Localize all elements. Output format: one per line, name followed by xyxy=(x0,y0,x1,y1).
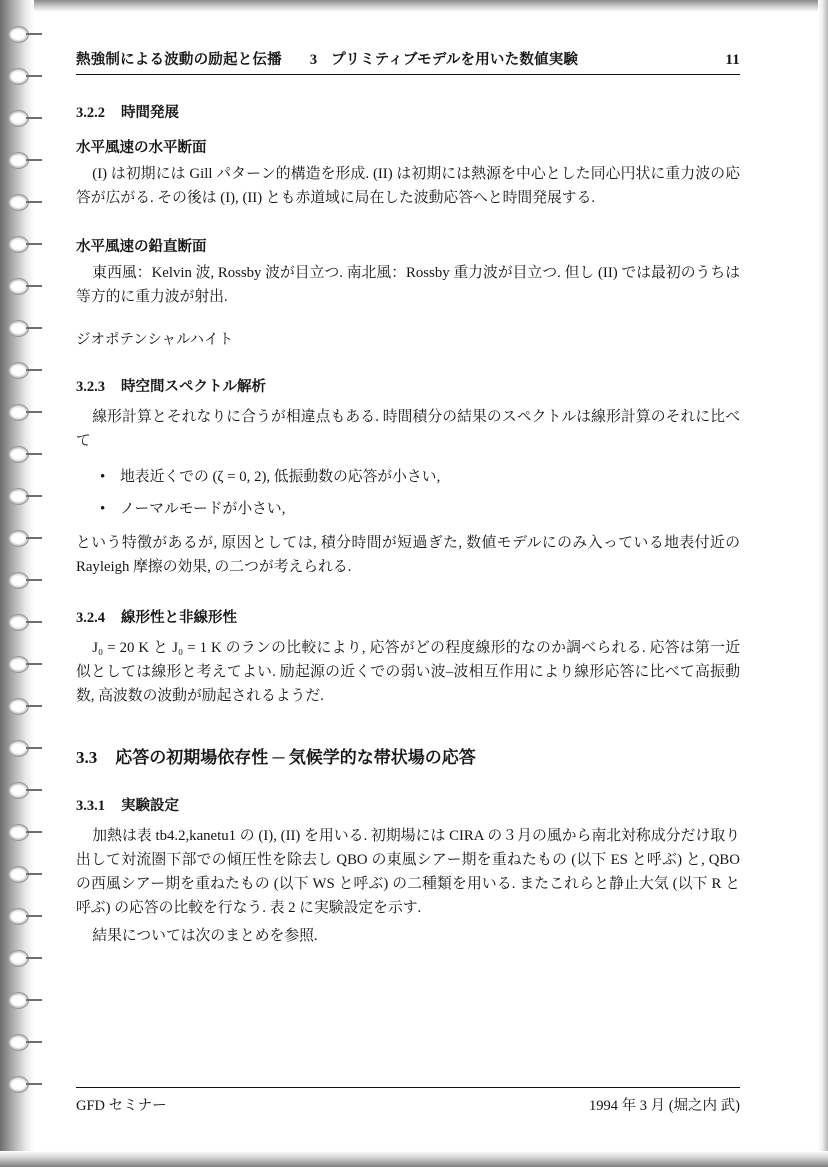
binding-tick xyxy=(26,999,42,1001)
bullet-list-323 xyxy=(76,466,740,522)
running-head-section xyxy=(310,48,726,69)
binding-tick xyxy=(26,411,42,413)
heading-3-2-2-title: 時間発展 xyxy=(121,105,179,121)
page-number: 11 xyxy=(725,52,740,68)
binding-tick xyxy=(26,327,42,329)
page-edge-bottom xyxy=(0,1151,828,1167)
binding-tick xyxy=(26,915,42,917)
binding-tick xyxy=(26,1041,42,1043)
binding-tick xyxy=(26,117,42,119)
heading-3-3-1-title: 実験設定 xyxy=(121,798,179,814)
binding-tick xyxy=(26,159,42,161)
binding-tick xyxy=(26,33,42,35)
paragraph-331-2: 結果については次のまとめを参照. xyxy=(92,927,318,944)
heading-3-3-title: 応答の初期場依存性 ─ 気候学的な帯状場の応答 xyxy=(115,748,476,767)
paragraph-322-1: (I) は初期には Gill パターン的構造を形成. (II) は初期には熱源を中心とした同心円状に重力波の応答が広がる. その後は (I), (II) とも赤道域に局在した波動応答へと時間発展する. xyxy=(76,166,740,206)
binding-tick xyxy=(26,201,42,203)
binding-tick xyxy=(26,747,42,749)
binding-tick xyxy=(26,1083,42,1085)
binding-tick xyxy=(26,663,42,665)
heading-3-2-3-number: 3.2.3 xyxy=(76,378,105,395)
running-head-title: 熱強制による波動の励起と伝播 xyxy=(76,52,282,68)
spiral-binding xyxy=(6,26,32,1146)
binding-tick xyxy=(26,285,42,287)
binding-tick xyxy=(26,453,42,455)
binding-tick xyxy=(26,957,42,959)
binding-tick xyxy=(26,873,42,875)
paragraph-323-2: という特徴があるが, 原因としては, 積分時間が短過ぎた, 数値モデルにのみ入っている地表付近の Rayleigh 摩擦の効果, の二つが考えられる. xyxy=(76,535,740,576)
binding-tick xyxy=(26,831,42,833)
running-head xyxy=(76,48,740,75)
binding-tick xyxy=(26,495,42,497)
binding-tick xyxy=(26,705,42,707)
page-edge-right xyxy=(818,0,828,1167)
binding-tick xyxy=(26,789,42,791)
binding-tick xyxy=(26,579,42,581)
heading-3-2-4 xyxy=(76,606,740,627)
heading-3-2-3-title: 時空間スペクトル解析 xyxy=(121,378,266,395)
heading-3-2-2-number: 3.2.2 xyxy=(76,105,105,121)
binding-tick xyxy=(26,537,42,539)
heading-3-2-4-number: 3.2.4 xyxy=(76,610,105,627)
page-edge-top xyxy=(0,0,828,12)
list-item: • 地表近くでの (ζ = 0, 2), 低振動数の応答が小さい, xyxy=(120,466,740,490)
subheading-vertical-section: 水平風速の鉛直断面 xyxy=(76,238,207,255)
heading-3-2-4-title: 線形性と非線形性 xyxy=(121,610,237,627)
heading-3-2-2 xyxy=(76,101,740,122)
paragraph-323-1: 線形計算とそれなりに合うが相違点もある. 時間積分の結果のスペクトルは線形計算のそれに比べて xyxy=(76,408,740,449)
paragraph-331-1: 加熱は表 tb4.2,kanetu1 の (I), (II) を用いる. 初期場には CIRA の３月の風から南北対称成分だけ取り出して対流圏下部での傾圧性を除去し QBO の東風シアー期を重ねたもの (以下 ES と呼ぶ) と, QBO の西風シアー期を重ねたもの (以下 WS と呼ぶ) の二種類を用いる. またこれらと静止大気 (以下 R と呼ぶ) の応答の比較を行なう. 表 2 に実験設定を示す. xyxy=(76,828,740,916)
binding-tick xyxy=(26,621,42,623)
running-head-section-number: 3 xyxy=(309,52,318,68)
running-head-section-title: プリミティブモデルを用いた数値実験 xyxy=(331,52,579,68)
binding-tick xyxy=(26,243,42,245)
heading-3-2-3 xyxy=(76,375,740,396)
footer-right: 1994 年 3 月 (堀之内 武) xyxy=(588,1098,740,1114)
footer-left: GFD セミナー xyxy=(76,1098,167,1114)
list-item: • ノーマルモードが小さい, xyxy=(120,498,740,522)
page-content xyxy=(76,48,740,949)
binding-tick xyxy=(26,369,42,371)
heading-3-3-number: 3.3 xyxy=(76,748,98,767)
heading-3-3 xyxy=(76,743,740,768)
subheading-horizontal-section: 水平風速の水平断面 xyxy=(76,140,207,156)
page-footer xyxy=(76,1087,740,1115)
subheading-geopotential-height: ジオポテンシャルハイト xyxy=(76,331,234,348)
paragraph-324-1: J₀ = 20 K と J₀ = 1 K のランの比較により, 応答がどの程度線形的なのか調べられる. 応答は第一近似としては線形と考えてよい. 励起源の近くでの弱い波–波相互作用により線形応答に比べて高振動数, 高波数の波動が励起されるようだ. xyxy=(76,640,740,705)
heading-3-3-1 xyxy=(76,794,740,815)
paragraph-322-2: 東西風：Kelvin 波, Rossby 波が目立つ. 南北風：Rossby 重力波が目立つ. 但し (II) では最初のうちは等方的に重力波が射出. xyxy=(76,264,740,305)
heading-3-3-1-number: 3.3.1 xyxy=(76,798,105,814)
binding-tick xyxy=(26,75,42,77)
